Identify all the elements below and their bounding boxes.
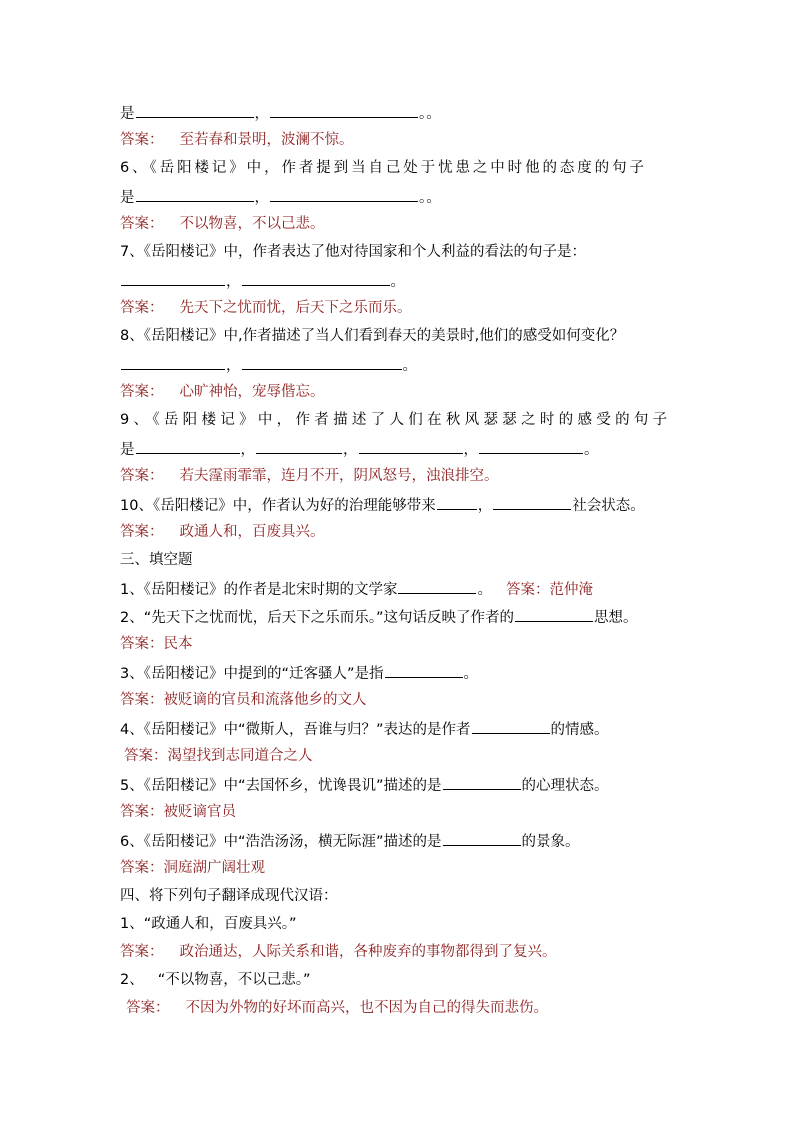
q5-answer: [120, 130, 354, 150]
q7-answer: [120, 298, 412, 318]
question-number: 2、: [120, 972, 144, 988]
text-end: 。。: [419, 106, 441, 122]
text-lead: 是: [120, 190, 135, 206]
question-text: 6、《岳阳楼记》中“浩浩汤汤，横无际涯”描述的是: [120, 834, 442, 850]
answer-text: 至若春和景明，波澜不惊。: [179, 132, 354, 148]
q8-answer: [120, 382, 325, 402]
blank: [359, 438, 463, 454]
answer-text: 政治通达，人际关系和谐，各种废弃的事物都得到了复兴。: [179, 944, 557, 960]
section4-heading: 四、将下列句子翻译成现代汉语：: [120, 888, 338, 904]
answer-text: 答案：范仲淹: [505, 582, 593, 598]
q9-fill-line: [120, 438, 599, 458]
blank: [443, 830, 521, 846]
q6-fill-line: [120, 186, 441, 206]
text-end: 。。: [419, 190, 441, 206]
text-sep: ，: [240, 442, 255, 458]
q6-question: [120, 158, 676, 178]
answer-label: 答案：: [120, 944, 164, 960]
q10-answer: [120, 522, 325, 542]
answer-text: 若夫霪雨霏霏，连月不开，阴风怒号，浊浪排空。: [179, 468, 499, 484]
s3-q6-answer: 答案：洞庭湖广阔壮观: [120, 860, 265, 876]
s3-q2: [120, 606, 638, 626]
question-text: 10、《岳阳楼记》中，作者认为好的治理能够带来: [120, 498, 436, 514]
q6-answer: [120, 214, 325, 234]
answer-label: 答案：: [120, 216, 164, 232]
text-end: 。: [477, 582, 492, 598]
text-sep: ，: [343, 442, 358, 458]
s3-q5: [120, 774, 609, 794]
text-sep: ，: [226, 358, 241, 374]
s3-q2-answer: 答案：民本: [120, 636, 193, 652]
q8-question: 8、《岳阳楼记》中,作者描述了当人们看到春天的美景时,他们的感受如何变化？: [120, 328, 625, 344]
text-sep: ，: [254, 190, 269, 206]
text-sep: ，: [254, 106, 269, 122]
text-sep: ，: [226, 274, 241, 290]
answer-text: 先天下之忧而忧，后天下之乐而乐。: [179, 300, 412, 316]
s4-q2-answer: [126, 998, 548, 1018]
s4-q2: [120, 970, 311, 990]
answer-text: 心旷神怡，宠辱偕忘。: [179, 384, 325, 400]
answer-label: 答案：: [120, 524, 164, 540]
q8-fill-line: [120, 354, 417, 374]
blank: [479, 438, 583, 454]
q9-question: [120, 410, 671, 430]
blank: [242, 270, 390, 286]
answer-label: 答案：: [120, 384, 164, 400]
text-end: 。: [402, 358, 417, 374]
blank: [472, 718, 550, 734]
q10-question: [120, 494, 645, 514]
question-text: 6、《岳阳楼记》中，作者提到当自己处于忧患之中时他的态度的句子: [120, 160, 647, 176]
text-end: 的情感。: [550, 722, 609, 738]
question-text: “不以物喜，不以己悲。”: [157, 972, 311, 988]
s3-q3: [120, 662, 478, 682]
blank: [121, 354, 225, 370]
answer-text: 政通人和，百废具兴。: [179, 524, 325, 540]
blank: [515, 606, 593, 622]
answer-label: 答案：: [120, 132, 164, 148]
s4-q1: 1、“政通人和，百废具兴。”: [120, 916, 297, 932]
text-end: 。: [390, 274, 405, 290]
question-text: 9、《岳阳楼记》中，作者描述了人们在秋风瑟瑟之时的感受的句子: [120, 412, 672, 428]
blank: [443, 774, 521, 790]
question-text: 1、《岳阳楼记》的作者是北宋时期的文学家: [120, 582, 398, 598]
q7-fill-line: [120, 270, 405, 290]
q5-fill-line: [120, 102, 441, 122]
blank: [437, 494, 477, 510]
answer-label: 答案：: [120, 468, 164, 484]
text-end: 社会状态。: [572, 498, 645, 514]
text-end: 的心理状态。: [521, 778, 609, 794]
q7-question: 7、《岳阳楼记》中，作者表达了他对待国家和个人利益的看法的句子是：: [120, 244, 586, 260]
s3-q4: [120, 718, 609, 738]
answer-label: 答案：: [120, 300, 164, 316]
blank: [270, 186, 418, 202]
text-sep: ，: [477, 498, 493, 514]
question-text: 5、《岳阳楼记》中“去国怀乡，忧谗畏讥”描述的是: [120, 778, 442, 794]
question-text: 2、“先天下之忧而忧，后天下之乐而乐。”这句话反映了作者的: [120, 610, 514, 626]
question-text: 4、《岳阳楼记》中“微斯人，吾谁与归？”表达的是作者: [120, 722, 471, 738]
text-sep: ，: [463, 442, 478, 458]
text-end: 。: [463, 666, 478, 682]
s3-q1: [120, 578, 593, 598]
section3-heading: 三、填空题: [120, 552, 193, 568]
blank: [270, 102, 418, 118]
blank: [136, 102, 254, 118]
blank: [242, 354, 402, 370]
text-lead: 是: [120, 442, 135, 458]
text-end: 的景象。: [521, 834, 580, 850]
blank: [385, 662, 463, 678]
text-lead: 是: [120, 106, 135, 122]
q9-answer: [120, 466, 499, 486]
answer-text: 不因为外物的好坏而高兴，也不因为自己的得失而悲伤。: [185, 1000, 548, 1016]
blank: [398, 578, 476, 594]
text-end: 。: [584, 442, 599, 458]
s3-q5-answer: 答案：被贬谪官员: [120, 804, 236, 820]
blank: [121, 270, 225, 286]
answer-text: 不以物喜，不以己悲。: [179, 216, 325, 232]
s3-q6: [120, 830, 580, 850]
blank: [256, 438, 342, 454]
text-end: 思想。: [594, 610, 638, 626]
s3-q3-answer: 答案：被贬谪的官员和流落他乡的文人: [120, 692, 367, 708]
s3-q4-answer: 答案：渴望找到志同道合之人: [124, 748, 313, 764]
question-text: 3、《岳阳楼记》中提到的“迁客骚人”是指: [120, 666, 384, 682]
blank: [136, 186, 254, 202]
blank: [136, 438, 240, 454]
answer-label: 答案：: [126, 1000, 170, 1016]
s4-q1-answer: [120, 942, 557, 962]
blank: [493, 494, 571, 510]
